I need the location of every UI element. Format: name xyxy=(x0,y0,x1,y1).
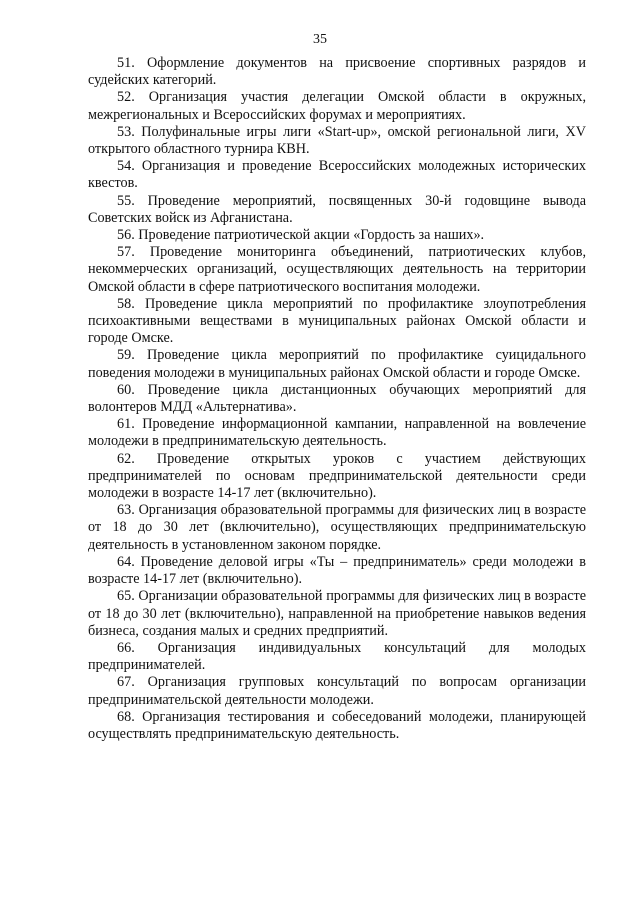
item-text: Проведение мониторинга объединений, патриотических клубов, некоммерческих организаций, осуществляющих деятельность на территории Омской области в сфере патриотического воспитания молодежи. xyxy=(88,244,586,295)
item-number: 66. xyxy=(117,639,135,656)
list-item xyxy=(88,347,586,381)
item-number: 60. xyxy=(117,381,135,398)
item-number: 58. xyxy=(117,295,135,312)
item-text: Организации образовательной программы для физических лиц в возрасте от 18 до 30 лет (включительно), направленной на приобретение навыков ведения бизнеса, создания малых и средних предприятий. xyxy=(88,588,586,639)
item-text: Организация участия делегации Омской области в окружных, межрегиональных и Всероссийских форумах и мероприятиях. xyxy=(88,89,586,123)
item-text: Проведение патриотической акции «Гордость за наших». xyxy=(138,227,485,244)
item-text: Проведение открытых уроков с участием действующих предпринимателей по основам предпринимательской деятельности среди молодежи в возрасте 14-17 лет (включительно). xyxy=(88,450,586,502)
list-item xyxy=(88,502,586,554)
list-item xyxy=(88,193,586,227)
activity-list xyxy=(88,55,586,743)
item-text: Проведение цикла мероприятий по профилактике суицидального поведения молодежи в муниципальных районах Омской области и городе Омске. xyxy=(88,347,587,381)
item-text: Оформление документов на присвоение спортивных разрядов и судейских категорий. xyxy=(88,55,587,89)
item-text: Проведение деловой игры «Ты – предприниматель» среди молодежи в возрасте 14-17 лет (включительно). xyxy=(88,553,586,588)
list-item xyxy=(88,227,586,244)
item-text: Организация групповых консультаций по вопросам организации предпринимательской деятельности молодежи. xyxy=(88,674,587,708)
list-item xyxy=(88,124,586,158)
item-text: Проведение цикла дистанционных обучающих мероприятий для волонтеров МДД «Альтернатива». xyxy=(88,381,587,416)
item-number: 57. xyxy=(117,244,135,261)
list-item xyxy=(88,416,586,450)
item-text: Организация тестирования и собеседований молодежи, планирующей осуществлять предпринимательскую деятельность. xyxy=(88,708,586,742)
list-item xyxy=(88,89,586,123)
item-number: 52. xyxy=(117,89,135,106)
list-item xyxy=(88,588,586,640)
item-text: Организация индивидуальных консультаций для молодых предпринимателей. xyxy=(88,639,586,674)
item-text: Проведение информационной кампании, направленной на вовлечение молодежи в предпринимательскую деятельность. xyxy=(88,416,587,450)
item-text: Проведение мероприятий, посвященных 30-й годовщине вывода Советских войск из Афганистана. xyxy=(88,192,587,226)
item-number: 61. xyxy=(117,416,135,433)
item-number: 56. xyxy=(117,227,135,244)
item-number: 54. xyxy=(117,158,135,175)
list-item xyxy=(88,244,586,296)
list-item xyxy=(88,451,586,503)
list-item xyxy=(88,296,586,348)
list-item xyxy=(88,55,586,89)
page-number: 35 xyxy=(313,32,327,47)
item-text: Полуфинальные игры лиги «Start-up», омской региональной лиги, XV открытого областного турнира КВН. xyxy=(88,123,586,158)
item-number: 63. xyxy=(117,502,135,519)
item-number: 65. xyxy=(117,588,135,605)
item-number: 68. xyxy=(117,708,135,725)
list-item xyxy=(88,382,586,416)
item-number: 62. xyxy=(117,450,135,467)
list-item xyxy=(88,158,586,192)
item-number: 55. xyxy=(117,192,135,209)
item-number: 51. xyxy=(117,55,135,71)
list-item xyxy=(88,640,586,674)
item-number: 59. xyxy=(117,347,135,364)
item-text: Организация и проведение Всероссийских молодежных исторических квестов. xyxy=(88,158,587,192)
item-text: Организация образовательной программы для физических лиц в возрасте от 18 до 30 лет (включительно), осуществляющих предпринимательскую деятельность в установленном законом порядке. xyxy=(88,502,587,553)
item-number: 64. xyxy=(117,553,135,570)
list-item xyxy=(88,709,586,743)
list-item xyxy=(88,674,586,708)
item-text: Проведение цикла мероприятий по профилактике злоупотребления психоактивными веществами в муниципальных районах Омской области и городе Омске. xyxy=(88,295,586,347)
item-number: 67. xyxy=(117,674,135,691)
item-number: 53. xyxy=(117,123,135,140)
list-item xyxy=(88,554,586,588)
